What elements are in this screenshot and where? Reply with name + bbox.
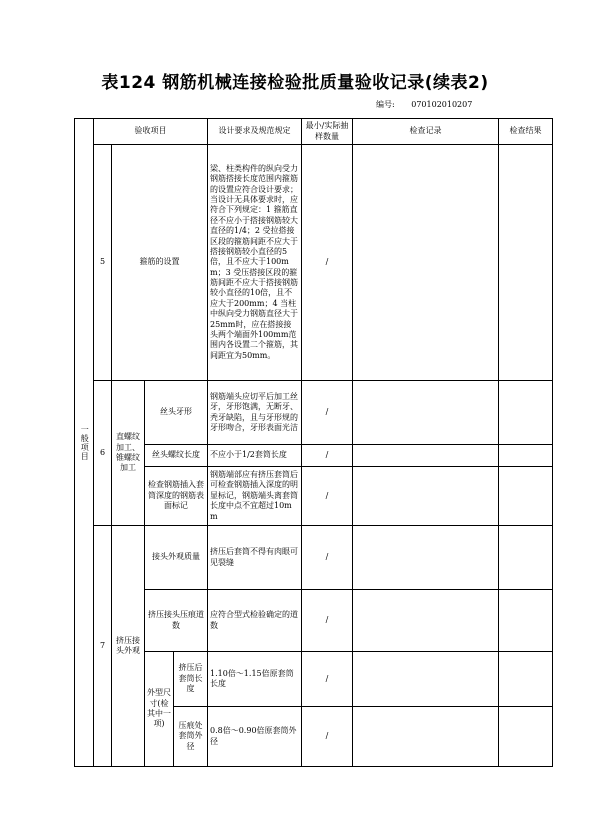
dimension-name: 压痕处套筒外径 xyxy=(174,707,208,767)
record-cell[interactable] xyxy=(353,526,499,590)
requirement-text: 挤压后套筒不得有肉眼可见裂缝 xyxy=(208,526,302,590)
requirement-text: 钢筋端头应切平后加工丝牙，牙形饱满，无断牙、秃牙缺陷，且与牙形规的牙形吻合，牙形表面光洁 xyxy=(208,381,302,445)
requirement-text: 不应小于1/2套筒长度 xyxy=(208,445,302,467)
document-number-value: 070102010207 xyxy=(411,100,473,109)
result-cell[interactable] xyxy=(499,652,553,707)
result-cell[interactable] xyxy=(499,467,553,526)
item-group: 挤压接头外观 xyxy=(112,526,145,767)
dimension-group: 外型尺寸(检其中一项) xyxy=(145,652,174,767)
document-number-label: 编号: xyxy=(376,100,395,109)
dimension-name: 挤压后套筒长度 xyxy=(174,652,208,707)
table-row xyxy=(75,590,553,652)
inspection-table xyxy=(74,118,553,767)
item-number: 5 xyxy=(94,145,112,381)
record-cell[interactable] xyxy=(353,707,499,767)
sampling-value: / xyxy=(302,381,353,445)
result-cell[interactable] xyxy=(499,707,553,767)
table-row xyxy=(75,526,553,590)
document-number xyxy=(376,99,472,110)
header-item: 验收项目 xyxy=(94,119,208,145)
header-requirement: 设计要求及规范规定 xyxy=(208,119,302,145)
requirement-text: 0.8倍～0.90倍原套筒外径 xyxy=(208,707,302,767)
table-row xyxy=(75,145,553,381)
result-cell[interactable] xyxy=(499,381,553,445)
sampling-value: / xyxy=(302,652,353,707)
requirement-text: 1.10倍～1.15倍原套筒长度 xyxy=(208,652,302,707)
sampling-value: / xyxy=(302,526,353,590)
header-record: 检查记录 xyxy=(353,119,499,145)
requirement-text: 应符合型式检验确定的道数 xyxy=(208,590,302,652)
item-number: 6 xyxy=(94,381,112,526)
result-cell[interactable] xyxy=(499,526,553,590)
page-title: 表124 钢筋机械连接检验批质量验收记录(续表2) xyxy=(101,73,489,93)
sub-item-name: 检查钢筋插入套筒深度的钢筋表面标记 xyxy=(145,467,208,526)
sampling-value: / xyxy=(302,707,353,767)
item-number: 7 xyxy=(94,526,112,767)
item-group: 直螺纹加工、锥螺纹加工 xyxy=(112,381,145,526)
category-cell: 一般项目 xyxy=(75,119,94,767)
table-row xyxy=(75,652,553,707)
record-cell[interactable] xyxy=(353,145,499,381)
table-row xyxy=(75,381,553,445)
sampling-value: / xyxy=(302,590,353,652)
record-cell[interactable] xyxy=(353,445,499,467)
result-cell[interactable] xyxy=(499,590,553,652)
sampling-value: / xyxy=(302,445,353,467)
table-header-row xyxy=(75,119,553,145)
record-cell[interactable] xyxy=(353,590,499,652)
record-cell[interactable] xyxy=(353,381,499,445)
record-cell[interactable] xyxy=(353,652,499,707)
sub-item-name: 挤压接头压痕道数 xyxy=(145,590,208,652)
sampling-value: / xyxy=(302,467,353,526)
item-name: 箍筋的设置 xyxy=(112,145,208,381)
header-sampling: 最小/实际抽样数量 xyxy=(302,119,353,145)
sub-item-name: 接头外观质量 xyxy=(145,526,208,590)
sub-item-name: 丝头螺纹长度 xyxy=(145,445,208,467)
result-cell[interactable] xyxy=(499,145,553,381)
header-result: 检查结果 xyxy=(499,119,553,145)
result-cell[interactable] xyxy=(499,445,553,467)
requirement-text: 钢筋端部应有挤压套筒后可检查钢筋插入深度的明显标记，钢筋端头离套筒长度中点不宜超过10mm xyxy=(208,467,302,526)
sampling-value: / xyxy=(302,145,353,381)
sub-item-name: 丝头牙形 xyxy=(145,381,208,445)
record-cell[interactable] xyxy=(353,467,499,526)
table-row xyxy=(75,467,553,526)
requirement-text: 梁、柱类构件的纵向受力钢筋搭接长度范围内箍筋的设置应符合设计要求；当设计无具体要求时，应符合下列规定：1 箍筋直径不应小于搭接钢筋较大直径的1/4；2 受拉搭接区段的箍筋间距不应大于搭接钢筋较小直径的5倍，且不应大于100mm；3 受压搭接区段的箍筋间距不应大于搭接钢筋较小直径的10倍，且不应大于200mm；4 当柱中纵向受力钢筋直径大于25mm时，应在搭接接头两个端面外100mm范围内各设置二个箍筋，其间距宜为50mm。 xyxy=(208,145,302,381)
table-row xyxy=(75,445,553,467)
